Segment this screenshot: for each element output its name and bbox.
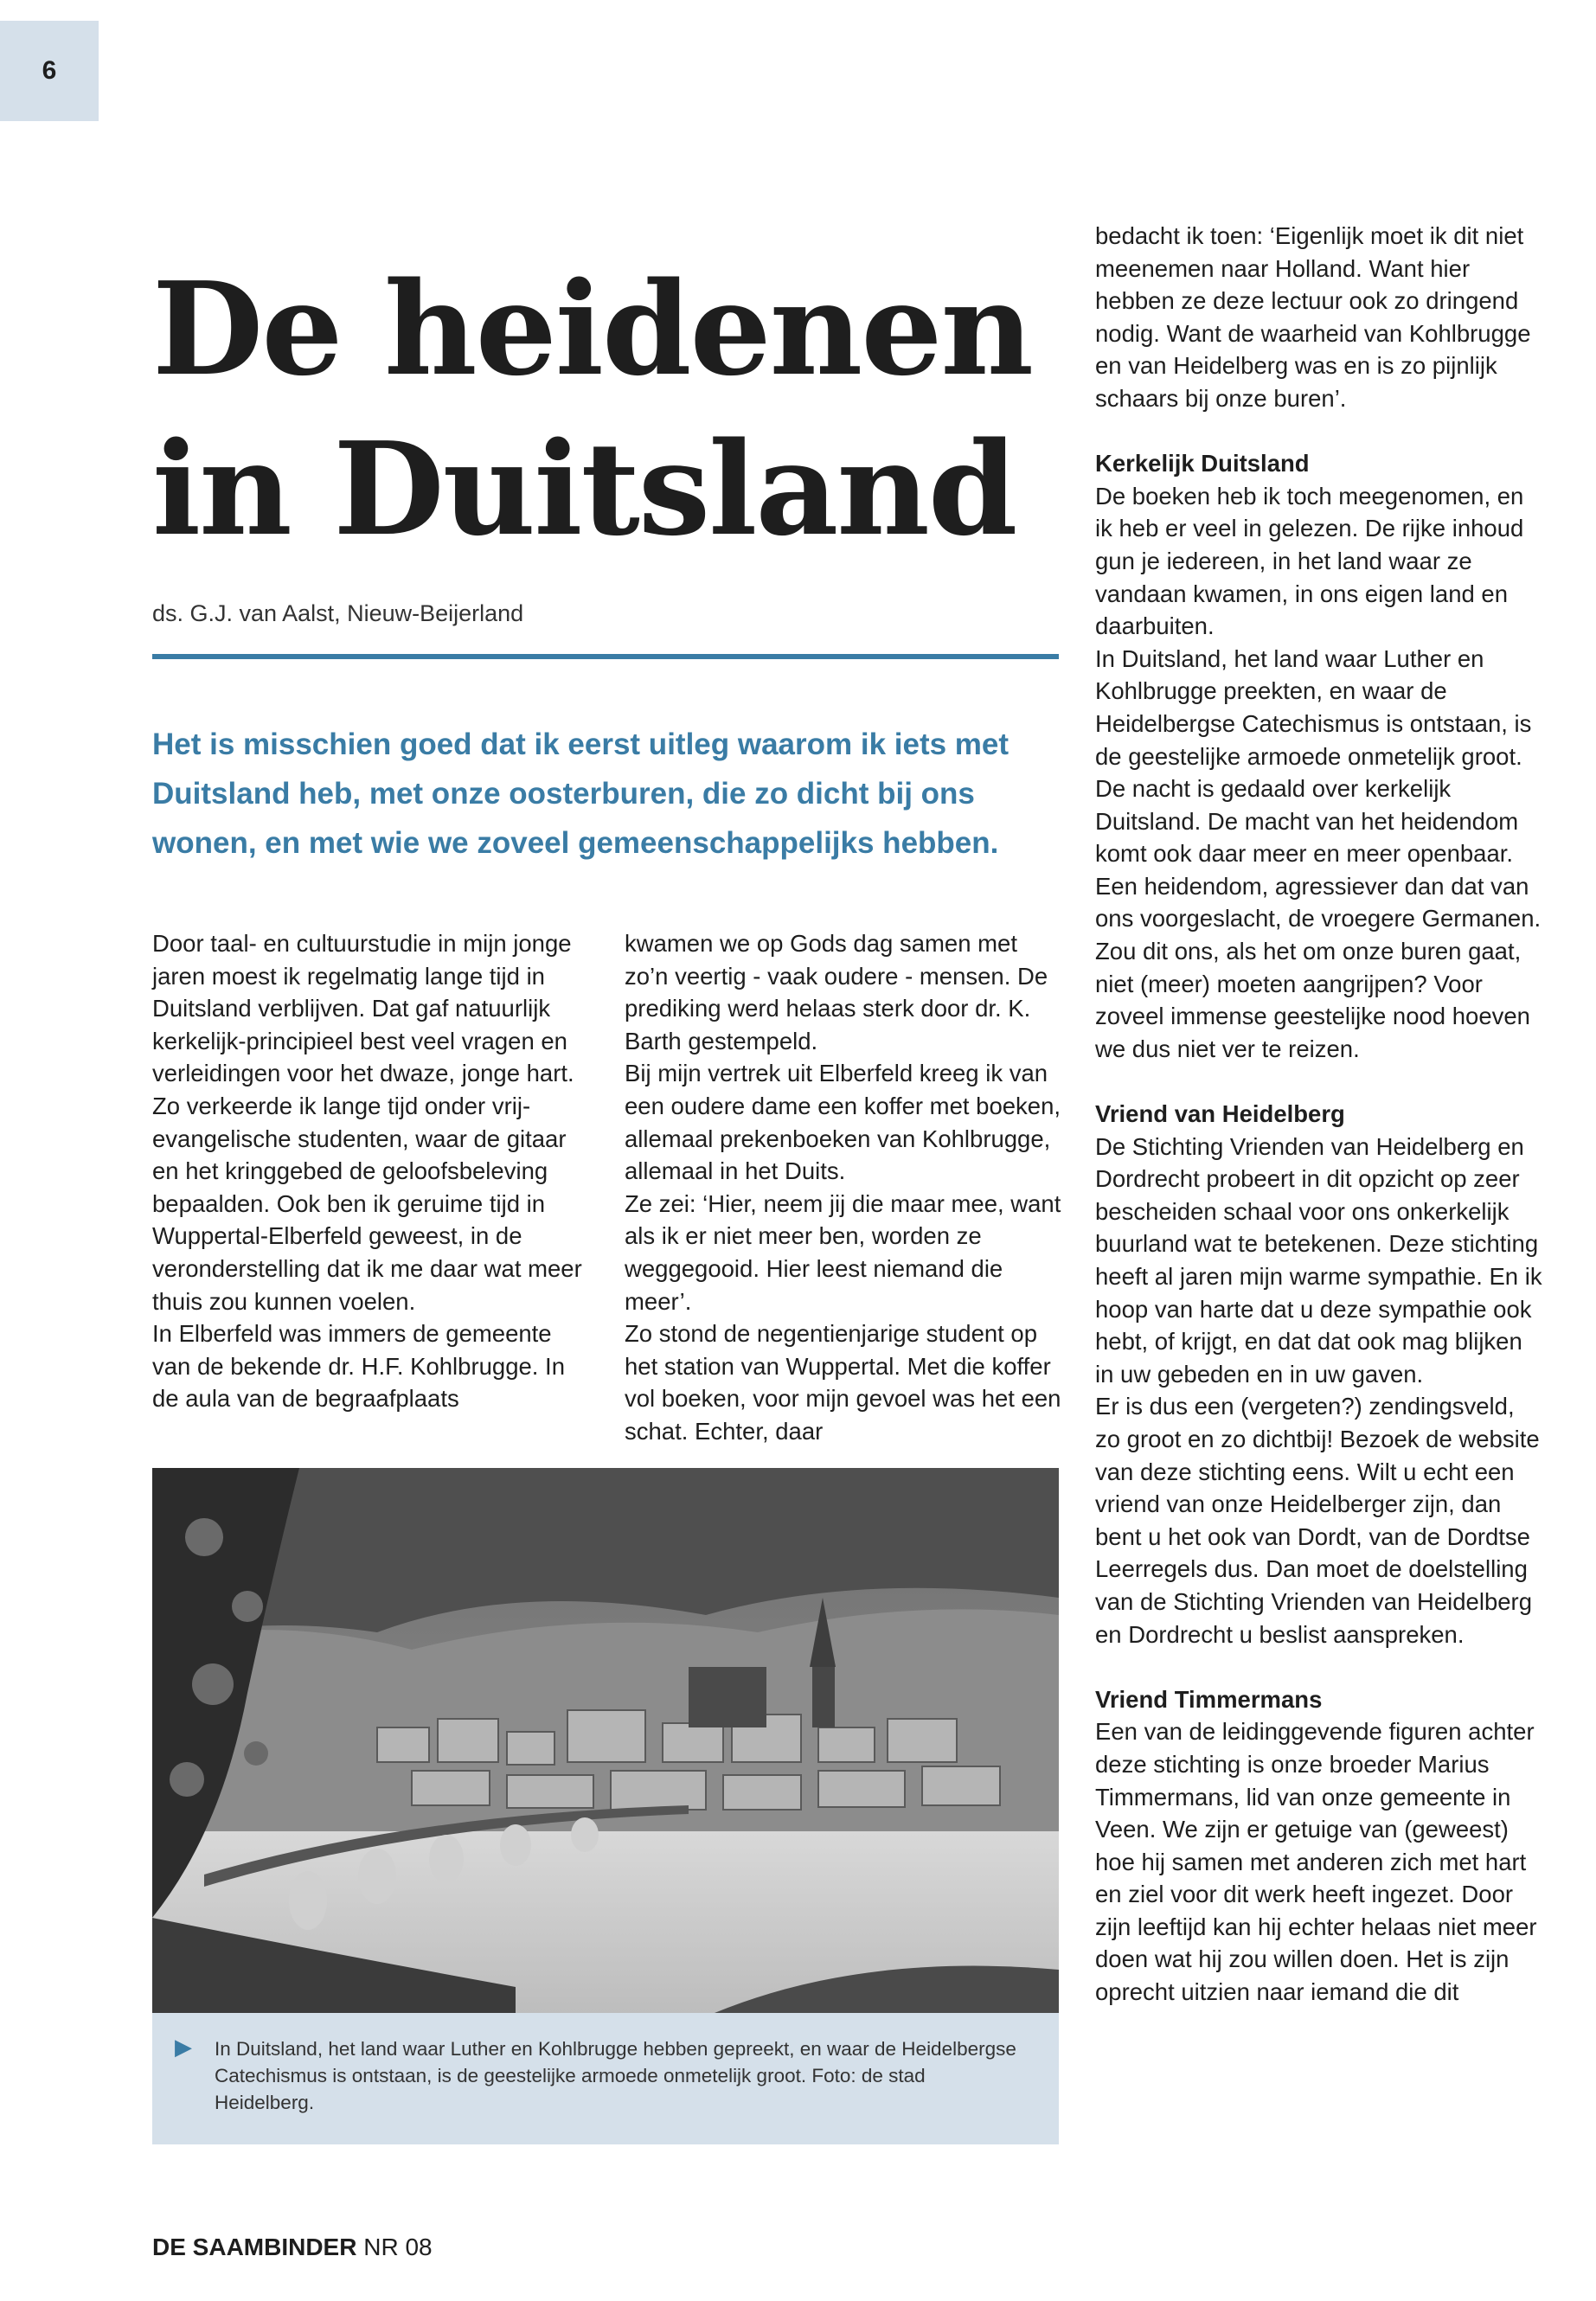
footer: [152, 2234, 433, 2261]
byline: ds. G.J. van Aalst, Nieuw-Beijerland: [152, 600, 524, 626]
col2-paragraph: kwamen we op Gods dag samen met zo’n veertig - vaak oudere - mensen. De prediking werd helaas sterk door dr. K. Barth gestempeld.: [625, 930, 1048, 1054]
page-number: 6: [0, 21, 99, 121]
section-heading-timmermans: Vriend Timmermans: [1095, 1685, 1323, 1713]
col1-paragraph: Door taal- en cultuurstudie in mijn jonge jaren moest ik regelmatig lange tijd in Duitsland verblijven. Dat gaf natuurlijk kerkelijk-principieel best veel vragen en verleidingen voor het dwaze, jonge hart. Zo verkeerde ik lange tijd onder vrij-evangelische studenten, waar de gitaar en het kringgebed de geloofsbeleving bepaalden. Ook ben ik geruime tijd in Wuppertal-Elberfeld geweest, in de veronderstelling dat ik me daar wat meer thuis zou kunnen voelen.: [152, 930, 582, 1315]
section1-paragraph: In Duitsland, het land waar Luther en Kohlbrugge preekten, en waar de Heidelbergse Catechismus is ontstaan, is de geestelijke armoede onmetelijk groot. De nacht is gedaald over kerkelijk Duitsland. De macht van het heidendom komt ook daar meer en meer openbaar. Een heidendom, agressiever dan dat van ons voorgeslacht, de vroegere Germanen. Zou dit ons, als het om onze buren gaat, niet (meer) moeten aangrijpen? Voor zoveel immense geestelijke nood hoeven we dus niet ver te reizen.: [1095, 644, 1542, 1062]
section-heading-kerkelijk: Kerkelijk Duitsland: [1095, 450, 1310, 478]
title-line-1: De heidenen: [152, 253, 1033, 404]
heidelberg-photo: [152, 1468, 1059, 2013]
article-title: [152, 249, 1061, 569]
lead-paragraph: Het is misschien goed dat ik eerst uitleg waarom ik iets met Duitsland heb, met onze oosterburen, die zo dicht bij ons wonen, en met wie we zoveel gemeenschappelijks hebben.: [152, 727, 1010, 860]
col2-paragraph: Ze zei: ‘Hier, neem jij die maar mee, want als ik er niet meer ben, worden ze weggegooid. Hier leest niemand die meer’.: [625, 1189, 1061, 1315]
text-column-2: [625, 927, 1066, 1448]
caption-text: In Duitsland, het land waar Luther en Kohlbrugge hebben gepreekt, en waar de Heidelbergse Catechismus is ontstaan, is de geestelijke armoede onmetelijk groot. Foto: de stad Heidelberg.: [215, 2038, 1016, 2113]
text-column-3: [1095, 220, 1545, 2009]
col2-paragraph: Zo stond de negentienjarige student op het station van Wuppertal. Met die koffer vol boeken, voor mijn gevoel was het een schat. Echter, daar: [625, 1320, 1061, 1445]
section-heading-heidelberg: Vriend van Heidelberg: [1095, 1100, 1345, 1128]
title-divider: [152, 654, 1059, 659]
section3-paragraph: Een van de leidinggevende figuren achter deze stichting is onze broeder Marius Timmermans, lid van onze gemeente in Veen. We zijn er getuige van (geweest) hoe hij samen met anderen zich met hart en ziel voor dit werk heeft ingezet. Door zijn leeftijd kan hij echter helaas niet meer doen wat hij zou willen doen. Het is zijn oprecht uitzien naar iemand die dit: [1095, 1718, 1537, 2006]
title-line-2: in Duitsland: [152, 413, 1016, 564]
photo-caption: [152, 2013, 1059, 2144]
section2-paragraph: Er is dus een (vergeten?) zendingsveld, zo groot en zo dichtbij! Bezoek de website van deze stichting eens. Wilt u echt een vriend van onze Heidelberger zijn, dan bent u het ook van Dordt, van de Dordtse Leerregels dus. Dan moet de doelstelling van de Stichting Vrienden van Heidelberg en Dordrecht u beslist aanspreken.: [1095, 1393, 1540, 1648]
section2-paragraph: De Stichting Vrienden van Heidelberg en Dordrecht probeert in dit opzicht op zeer bescheiden schaal voor ons onkerkelijk buurland wat te betekenen. Deze stichting heeft al jaren mijn warme sympathie. En ik hoop van harte dat u deze sympathie ook hebt, of krijgt, en dat dat ook mag blijken in uw gebeden en in uw gaven.: [1095, 1132, 1542, 1388]
magazine-name: DE SAAMBINDER: [152, 2234, 357, 2260]
text-column-1: [152, 927, 593, 1415]
section1-paragraph: De boeken heb ik toch meegenomen, en ik heb er veel in gelezen. De rijke inhoud gun je iedereen, in het land waar ze vandaan kwamen, in ons eigen land en daarbuiten.: [1095, 482, 1524, 640]
col3-intro: bedacht ik toen: ‘Eigenlijk moet ik dit niet meenemen naar Holland. Want hier hebben ze deze lectuur ook zo dringend nodig. Want de waarheid van Kohlbrugge en van Heidelberg was en is zo pijnlijk schaars bij onze buren’.: [1095, 222, 1531, 412]
col1-paragraph: In Elberfeld was immers de gemeente van de bekende dr. H.F. Kohlbrugge. In de aula van de begraafplaats: [152, 1320, 565, 1413]
issue-number: NR 08: [363, 2234, 433, 2260]
col2-paragraph: Bij mijn vertrek uit Elberfeld kreeg ik van een oudere dame een koffer met boeken, allemaal prekenboeken van Kohlbrugge, allemaal in het Duits.: [625, 1060, 1061, 1185]
caption-arrow-icon: ▶: [175, 2034, 192, 2060]
